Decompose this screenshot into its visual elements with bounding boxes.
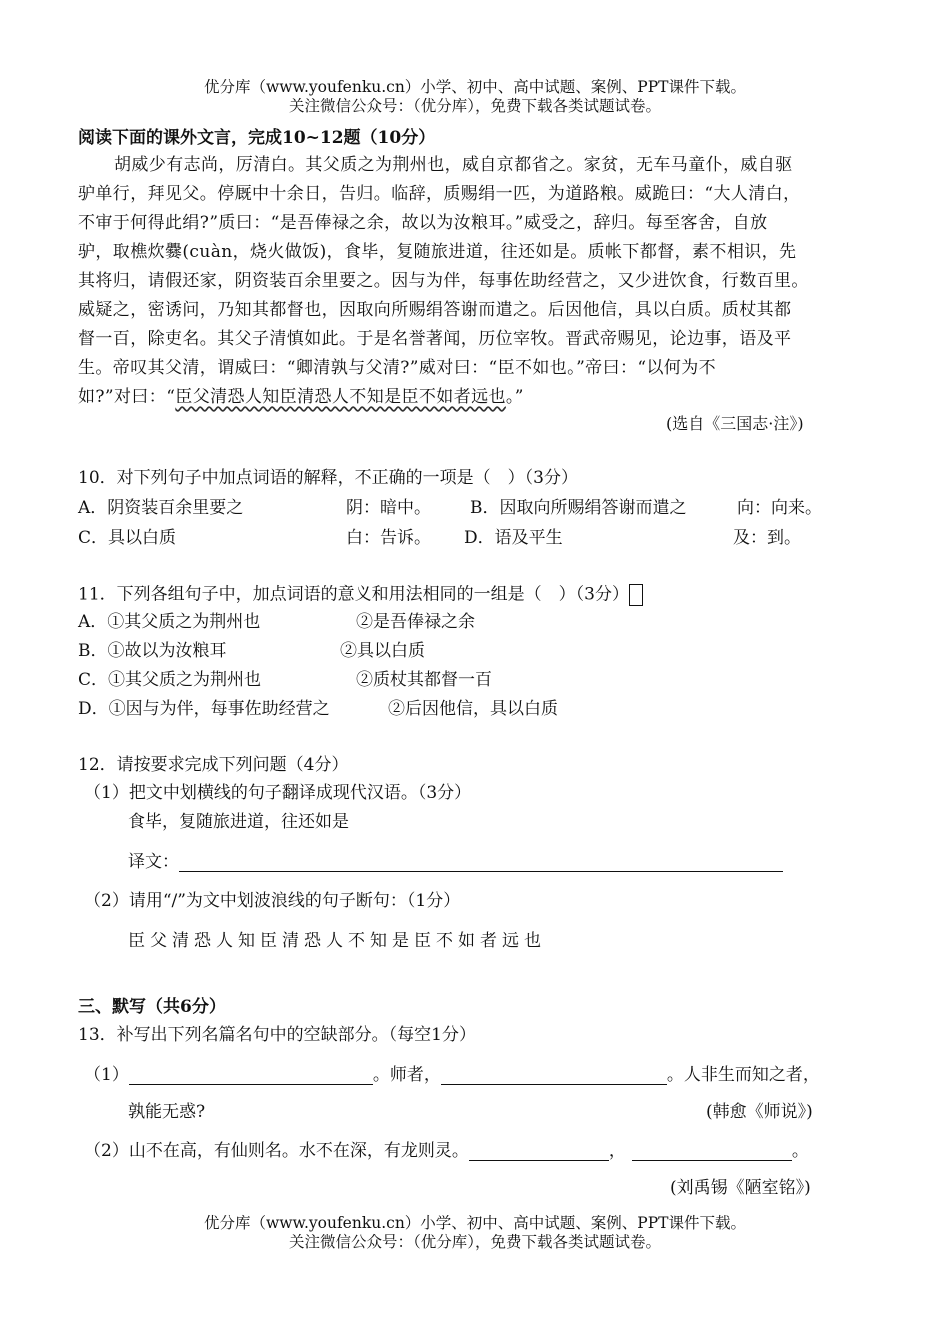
- q12-stem: 12．请按要求完成下列问题（4分）: [78, 755, 349, 775]
- q12-part-2: （2）请用“/”为文中划波浪线的句子断句：（1分）: [84, 891, 461, 911]
- dictation-section-title: 三、默写（共6分）: [78, 997, 226, 1017]
- passage-line-8: 生。帝叹其父清，谓威曰：“卿清孰与父清?”威对曰：“臣不如也。”帝曰：“以何为不: [78, 358, 717, 378]
- q10-option-b[interactable]: B．因取向所赐绢答谢而遣之: [470, 498, 687, 518]
- q13-item-2: [84, 1141, 809, 1161]
- q11-option-b-2: ②具以白质: [340, 641, 425, 661]
- q11-option-c-1[interactable]: C．①其父质之为荆州也: [78, 670, 262, 690]
- header-line-2: 关注微信公众号：（优分库），免费下载各类试题试卷。: [288, 97, 661, 115]
- q11-stem: [78, 584, 643, 606]
- q11-option-d-1[interactable]: D．①因与为伴，每事佐助经营之: [78, 699, 330, 719]
- q10-option-d[interactable]: D．语及平生: [464, 528, 563, 548]
- q13-blank-2[interactable]: [441, 1068, 667, 1085]
- q10-option-c[interactable]: C．具以白质: [78, 528, 177, 548]
- q12-part-1: （1）把文中划横线的句子翻译成现代汉语。（3分）: [84, 783, 472, 803]
- header-line-1: 优分库（www.youfenku.cn）小学、初中、高中试题、案例、PPT课件下载。: [203, 78, 747, 96]
- checkbox-icon: [629, 584, 643, 606]
- passage-line-4: 驴，取樵炊爨(cuàn，烧火做饭)，食毕，复随旅进道，往还如是。质帐下都督，素不相识，先: [78, 242, 797, 262]
- q12-part-1-sentence: 食毕，复随旅进道，往还如是: [128, 812, 349, 832]
- wavy-underlined-sentence: 臣父清恐人知臣清恐人不知是臣不如者远也: [175, 387, 506, 407]
- q13-item-2-sep: ，: [608, 1141, 626, 1161]
- passage-line-7: 督一百，除吏名。其父子清慎如此。于是名誉著闻，历位宰牧。晋武帝赐见，论边事，语及平: [78, 329, 792, 349]
- q13-item-2-source: (刘禹锡《陋室铭》): [670, 1178, 811, 1198]
- q13-item-1-mid: 。师者，: [372, 1065, 441, 1085]
- passage-line-2: 驴单行，拜见父。停厩中十余日，告归。临辞，质赐绢一匹，为道路粮。威跪曰：“大人清白，: [78, 184, 801, 204]
- q11-option-c-2: ②质杖其都督一百: [356, 670, 492, 690]
- footer-line-1: 优分库（www.youfenku.cn）小学、初中、高中试题、案例、PPT课件下载。: [203, 1214, 747, 1232]
- q13-blank-3[interactable]: [469, 1144, 609, 1161]
- q11-option-a-1[interactable]: A．①其父质之为荆州也: [78, 612, 261, 632]
- q12-answer-row: [128, 852, 783, 872]
- q10-option-b-explain: 向：向来。: [737, 498, 822, 518]
- passage-line-1: 胡威少有志尚，厉清白。其父质之为荆州也，威自京都省之。家贫，无车马童仆，威自驱: [114, 155, 793, 175]
- q12-answer-label: 译文：: [128, 852, 179, 872]
- passage-last-suffix: 。”: [505, 387, 524, 407]
- passage-line-3: 不审于何得此绢?”质曰：“是吾俸禄之余，故以为汝粮耳。”威受之，辞归。每至客舍，自放: [78, 213, 768, 233]
- q10-stem: 10．对下列句子中加点词语的解释，不正确的一项是（ ）（3分）: [78, 468, 578, 488]
- q11-option-a-2: ②是吾俸禄之余: [356, 612, 475, 632]
- q13-item-1: [84, 1065, 820, 1085]
- q12-part-2-sentence: 臣父清恐人知臣清恐人不知是臣不如者远也: [128, 931, 546, 951]
- footer-line-2: 关注微信公众号：（优分库），免费下载各类试题试卷。: [288, 1233, 661, 1251]
- q11-option-b-1[interactable]: B．①故以为汝粮耳: [78, 641, 227, 661]
- q10-option-a[interactable]: A．阴资装百余里要之: [78, 498, 244, 518]
- passage-line-9: [78, 387, 524, 407]
- q10-option-c-explain: 白：告诉。: [346, 528, 431, 548]
- translation-answer-blank[interactable]: [179, 855, 783, 872]
- q10-option-a-explain: 阴：暗中。: [346, 498, 431, 518]
- q11-option-d-2: ②后因他信，具以白质: [388, 699, 558, 719]
- q13-item-1-source: (韩愈《师说》): [706, 1102, 813, 1122]
- reading-section-title: 阅读下面的课外文言，完成10~12题（10分）: [78, 128, 436, 148]
- q13-item-2-text: （2）山不在高，有仙则名。水不在深，有龙则灵。: [84, 1141, 469, 1161]
- passage-last-prefix: 如?”对曰：“: [78, 387, 176, 407]
- q13-stem: 13．补写出下列名篇名句中的空缺部分。（每空1分）: [78, 1025, 476, 1045]
- q13-item-1-continuation: 孰能无惑?: [128, 1102, 206, 1122]
- q11-stem-text: 11．下列各组句子中，加点词语的意义和用法相同的一组是（ ）（3分）: [78, 584, 629, 605]
- q13-blank-1[interactable]: [129, 1068, 373, 1085]
- q13-item-1-prefix: （1）: [84, 1065, 129, 1085]
- passage-source: (选自《三国志·注》): [666, 414, 804, 433]
- passage-line-5: 其将归，请假还家，阴资装百余里要之。因与为伴，每事佐助经营之，又少进饮食，行数百里。: [78, 271, 809, 291]
- q13-item-2-end: 。: [791, 1141, 809, 1161]
- q13-blank-4[interactable]: [632, 1144, 792, 1161]
- q13-item-1-end: 。人非生而知之者，: [666, 1065, 820, 1085]
- passage-line-6: 威疑之，密诱问，乃知其都督也，因取向所赐绢答谢而遣之。后因他信，具以白质。质杖其都: [78, 300, 792, 320]
- q10-option-d-explain: 及：到。: [733, 528, 801, 548]
